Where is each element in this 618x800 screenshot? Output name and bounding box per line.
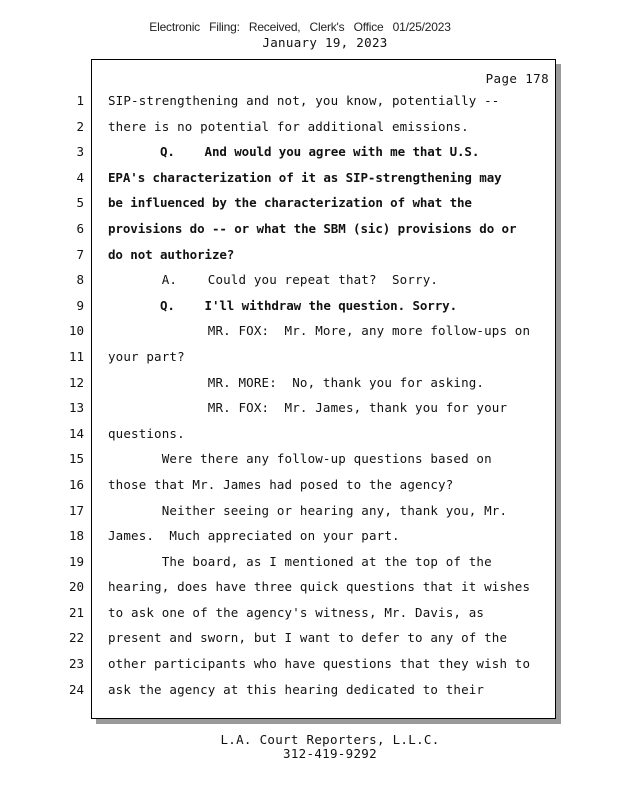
transcript-line: James. Much appreciated on your part. [108,528,400,544]
transcript-line: A. Could you repeat that? Sorry. [108,272,439,288]
transcript-line: be influenced by the characterization of what the [108,195,472,211]
transcript-line: The board, as I mentioned at the top of the [108,553,492,569]
line-number: 2 [76,118,84,134]
line-number: 20 [68,579,84,595]
transcript-line: present and sworn, but I want to defer to any of the [108,630,508,646]
line-number-column [60,88,88,702]
line-number: 1 [76,93,84,108]
line-number: 15 [68,451,84,467]
reporter-company: L.A. Court Reporters, L.L.C. [220,732,440,747]
transcript-line: questions. [108,425,185,441]
transcript-line: do not authorize? [108,246,235,262]
transcript-line: provisions do -- or what the SBM (sic) provisions do or [108,220,517,236]
line-number: 16 [68,476,84,492]
line-number: 6 [76,220,84,236]
transcript-line: ask the agency at this hearing dedicated to their [108,681,485,697]
line-number: 12 [68,374,84,390]
line-number: 22 [68,630,84,646]
transcript-line: Were there any follow-up questions based on [108,451,492,467]
filing-stamp: Electronic Filing: Received, Clerk's Office 01/25/2023 [149,20,451,34]
transcript-line: MR. FOX: Mr. James, thank you for your [108,400,508,416]
line-number: 24 [68,681,84,697]
line-number: 17 [68,502,84,518]
transcript-line: hearing, does have three quick questions that it wishes [108,579,531,595]
page-number: Page 178 [485,71,549,86]
reporter-phone: 312-419-9292 [283,746,377,761]
line-number: 23 [68,656,84,672]
footer [0,733,618,761]
transcript-line: to ask one of the agency's witness, Mr. Davis, as [108,604,485,620]
line-number: 14 [68,425,84,441]
transcript-line: EPA's characterization of it as SIP-strengthening may [108,169,502,185]
line-number: 10 [68,323,84,339]
line-number: 18 [68,528,84,544]
transcript-date: January 19, 2023 [262,35,388,50]
transcript-line: other participants who have questions that they wish to [108,656,531,672]
line-number: 19 [68,553,84,569]
line-number: 21 [68,604,84,620]
transcript-line: SIP-strengthening and not, you know, potentially -- [108,93,500,108]
transcript-line: Q. I'll withdraw the question. Sorry. [108,297,458,313]
transcript-body [108,88,553,702]
transcript-line: MR. FOX: Mr. More, any more follow-ups on [108,323,531,339]
transcript-line: those that Mr. James had posed to the agency? [108,476,454,492]
transcript-line: Q. And would you agree with me that U.S. [108,144,480,160]
line-number: 9 [76,297,84,313]
transcript-line: MR. MORE: No, thank you for asking. [108,374,485,390]
line-number: 8 [76,272,84,288]
line-number: 3 [76,144,84,160]
line-number: 13 [68,400,84,416]
transcript-line: Neither seeing or hearing any, thank you, Mr. [108,502,508,518]
transcript-line: your part? [108,348,185,364]
line-number: 11 [68,348,84,364]
line-number: 4 [76,169,84,185]
line-number: 7 [76,246,84,262]
line-number: 5 [76,195,84,211]
transcript-line: there is no potential for additional emissions. [108,118,469,134]
